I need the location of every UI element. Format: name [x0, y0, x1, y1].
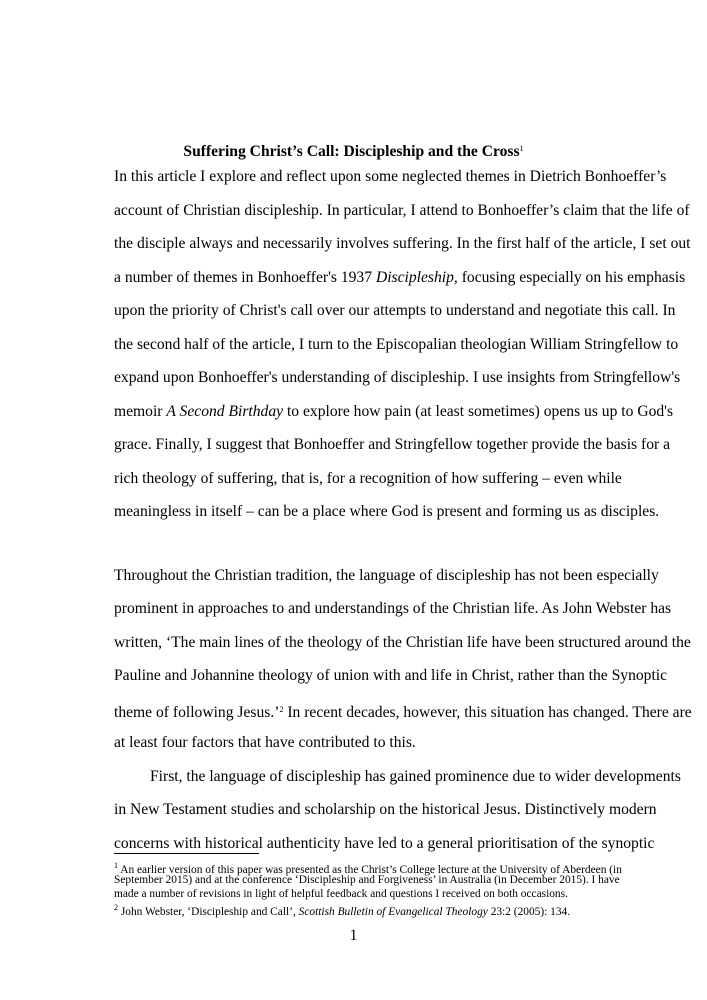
book-title: A Second Birthday: [166, 403, 284, 420]
footnote-ref-2[interactable]: 2: [279, 705, 284, 714]
text: In recent decades, however, this situation has changed. There are: [283, 704, 692, 721]
text-line: written, ‘The main lines of the theology of the Christian life have been structured around the: [114, 634, 691, 651]
text: , focusing especially on his emphasis: [453, 269, 686, 286]
text-line: the second half of the article, I turn to the Episcopalian theologian William Stringfellow to: [114, 336, 679, 353]
footnote-2: [114, 901, 570, 919]
text-line: at least four factors that have contributed to this.: [114, 734, 416, 751]
text: 23:2 (2005): 134.: [487, 906, 571, 918]
text-line: expand upon Bonhoeffer's understanding of discipleship. I use insights from Stringfellow's: [114, 369, 681, 386]
text-line: the disciple always and necessarily involves suffering. In the first half of the article, I set out: [114, 235, 691, 252]
text-line: [114, 403, 673, 421]
text-line: in New Testament studies and scholarship on the historical Jesus. Distinctively modern: [114, 801, 657, 818]
text: memoir: [114, 403, 167, 420]
text: theme of following Jesus.’: [114, 704, 280, 721]
page-number: 1: [349, 927, 358, 944]
text: to explore how pain (at least sometimes) opens us up to God's: [283, 403, 674, 420]
text-line: [114, 269, 685, 287]
footnote-line: September 2015) and at the conference ‘Discipleship and Forgiveness’ in Australia (in December 2015). I have: [114, 874, 620, 886]
footnote-number: 2: [114, 903, 118, 912]
book-title: Discipleship: [375, 269, 454, 286]
footnote-ref-1[interactable]: 1: [519, 144, 524, 153]
text: An earlier version of this paper was presented as the Christ’s College lecture at the University of Aberdeen (in: [120, 864, 622, 876]
footnote-number: 1: [114, 861, 118, 870]
text-line: concerns with historical authenticity have led to a general prioritisation of the synoptic: [114, 835, 655, 852]
journal-title: Scottish Bulletin of Evangelical Theology: [298, 906, 488, 918]
text: a number of themes in Bonhoeffer's 1937: [114, 269, 376, 286]
text-line: [114, 701, 692, 722]
title-text: Suffering Christ’s Call: Discipleship and the Cross: [183, 143, 520, 160]
text-line: Pauline and Johannine theology of union with and life in Christ, rather than the Synoptic: [114, 667, 668, 684]
text-line: account of Christian discipleship. In particular, I attend to Bonhoeffer’s claim that the life of: [114, 202, 690, 219]
text-line: In this article I explore and reflect upon some neglected themes in Dietrich Bonhoeffer’s: [114, 168, 667, 185]
text-line: upon the priority of Christ's call over our attempts to understand and negotiate this call. In: [114, 302, 676, 319]
footnote-divider: [114, 853, 259, 854]
text: John Webster, ‘Discipleship and Call’,: [120, 906, 299, 918]
text-line: grace. Finally, I suggest that Bonhoeffer and Stringfellow together provide the basis for a: [114, 436, 671, 453]
text-line: First, the language of discipleship has gained prominence due to wider developments: [150, 768, 681, 785]
text-line: prominent in approaches to and understandings of the Christian life. As John Webster has: [114, 600, 672, 617]
article-title: [0, 143, 707, 161]
text-line: rich theology of suffering, that is, for a recognition of how suffering – even while: [114, 470, 622, 487]
footnote-line: made a number of revisions in light of helpful feedback and questions I received on both occasions.: [114, 888, 568, 900]
text-line: Throughout the Christian tradition, the language of discipleship has not been especially: [114, 567, 659, 584]
text-line: meaningless in itself – can be a place where God is present and forming us as disciples.: [114, 503, 660, 520]
